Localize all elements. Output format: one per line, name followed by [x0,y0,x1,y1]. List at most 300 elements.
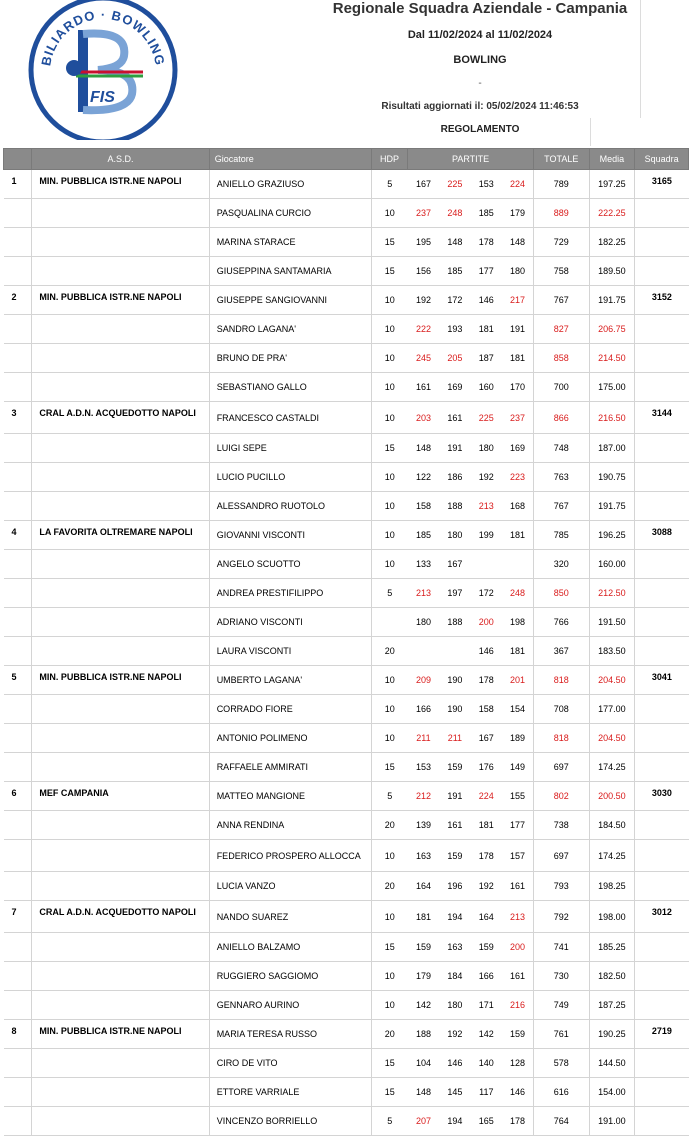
team-score [635,1107,689,1136]
table-row [4,434,689,463]
logo-text: BILIARDO · BOWLING [38,6,168,68]
game-score: 146 [502,1078,533,1107]
game-score: 153 [471,170,502,199]
table-row [4,579,689,608]
team-score [635,492,689,521]
player-average: 184.50 [589,811,635,840]
team-position [4,228,32,257]
table-row [4,492,689,521]
player-name: FEDERICO PROSPERO ALLOCCA [209,840,371,872]
team-asd [32,579,209,608]
team-position [4,257,32,286]
table-row [4,228,689,257]
col-totale: TOTALE [533,149,589,170]
team-position [4,608,32,637]
team-asd [32,962,209,991]
player-average: 190.75 [589,463,635,492]
team-score [635,840,689,872]
team-position [4,199,32,228]
game-score: 139 [408,811,439,840]
team-asd: CRAL A.D.N. ACQUEDOTTO NAPOLI [32,901,209,933]
game-score: 140 [471,1049,502,1078]
game-score: 203 [408,402,439,434]
team-asd: LA FAVORITA OLTREMARE NAPOLI [32,521,209,550]
player-total: 729 [533,228,589,257]
game-score: 216 [502,991,533,1020]
table-row [4,962,689,991]
game-score: 195 [408,228,439,257]
game-score: 149 [502,753,533,782]
game-score: 245 [408,344,439,373]
team-score [635,373,689,402]
game-score: 177 [471,257,502,286]
player-total: 697 [533,840,589,872]
player-total: 748 [533,434,589,463]
game-score: 192 [408,286,439,315]
team-asd: MIN. PUBBLICA ISTR.NE NAPOLI [32,286,209,315]
player-average: 216.50 [589,402,635,434]
game-score: 248 [439,199,470,228]
player-hdp: 15 [371,1049,407,1078]
game-score: 169 [502,434,533,463]
player-name: RAFFAELE AMMIRATI [209,753,371,782]
game-score: 172 [471,579,502,608]
game-score: 191 [502,315,533,344]
subtitle-dash: - [478,78,482,89]
player-name: MATTEO MANGIONE [209,782,371,811]
team-score [635,753,689,782]
game-score: 191 [439,434,470,463]
game-score: 167 [408,170,439,199]
table-row [4,402,689,434]
team-position [4,933,32,962]
player-total: 818 [533,724,589,753]
game-score: 163 [408,840,439,872]
team-score [635,637,689,666]
player-name: ALESSANDRO RUOTOLO [209,492,371,521]
team-position [4,724,32,753]
player-name: VINCENZO BORRIELLO [209,1107,371,1136]
player-hdp: 20 [371,637,407,666]
player-total: 761 [533,1020,589,1049]
col-hdp: HDP [371,149,407,170]
game-score: 172 [439,286,470,315]
player-average: 198.00 [589,901,635,933]
table-row [4,840,689,872]
game-score: 188 [439,608,470,637]
team-position [4,991,32,1020]
player-average: 187.00 [589,434,635,463]
player-total: 700 [533,373,589,402]
game-score: 161 [502,872,533,901]
team-score [635,434,689,463]
page-title: Regionale Squadra Aziendale - Campania [332,0,628,17]
game-score: 185 [471,199,502,228]
game-score: 200 [502,933,533,962]
table-row [4,373,689,402]
team-asd [32,492,209,521]
game-score: 166 [408,695,439,724]
game-score: 188 [408,1020,439,1049]
game-score: 158 [471,695,502,724]
update-timestamp: Risultati aggiornati il: 05/02/2024 11:46:53 [381,101,579,112]
player-hdp: 20 [371,872,407,901]
game-score: 168 [502,492,533,521]
game-score [439,637,470,666]
team-position [4,579,32,608]
player-hdp: 10 [371,373,407,402]
game-score: 191 [439,782,470,811]
player-hdp: 10 [371,550,407,579]
team-score [635,695,689,724]
game-score: 178 [502,1107,533,1136]
player-average: 204.50 [589,724,635,753]
team-score: 3165 [635,170,689,199]
player-name: MARINA STARACE [209,228,371,257]
game-score: 178 [471,666,502,695]
player-average: 212.50 [589,579,635,608]
player-total: 858 [533,344,589,373]
team-score [635,550,689,579]
table-row [4,901,689,933]
divider [640,0,641,118]
player-total: 764 [533,1107,589,1136]
game-score [502,550,533,579]
team-position [4,492,32,521]
player-average: 177.00 [589,695,635,724]
team-score: 3088 [635,521,689,550]
player-average: 204.50 [589,666,635,695]
player-hdp: 10 [371,840,407,872]
team-asd [32,872,209,901]
game-score: 194 [439,1107,470,1136]
player-average: 185.25 [589,933,635,962]
game-score: 248 [502,579,533,608]
team-score [635,991,689,1020]
game-score: 179 [502,199,533,228]
table-row [4,463,689,492]
game-score: 177 [502,811,533,840]
player-average: 191.75 [589,492,635,521]
player-hdp: 20 [371,1020,407,1049]
game-score: 128 [502,1049,533,1078]
team-score: 3152 [635,286,689,315]
table-row [4,550,689,579]
team-score: 3144 [635,402,689,434]
team-asd: MIN. PUBBLICA ISTR.NE NAPOLI [32,1020,209,1049]
player-average: 182.50 [589,962,635,991]
game-score: 156 [408,257,439,286]
game-score: 161 [439,811,470,840]
team-asd [32,228,209,257]
game-score: 161 [502,962,533,991]
team-score [635,608,689,637]
team-asd [32,315,209,344]
player-total: 889 [533,199,589,228]
player-total: 730 [533,962,589,991]
game-score: 190 [439,666,470,695]
game-score: 146 [471,286,502,315]
game-score: 237 [408,199,439,228]
player-name: ANTONIO POLIMENO [209,724,371,753]
team-position [4,550,32,579]
game-score: 179 [408,962,439,991]
player-name: ANGELO SCUOTTO [209,550,371,579]
player-hdp: 10 [371,315,407,344]
logo-mark: FIS [90,89,115,106]
player-average: 200.50 [589,782,635,811]
table-row [4,666,689,695]
game-score: 193 [439,315,470,344]
game-score: 224 [502,170,533,199]
player-name: MARIA TERESA RUSSO [209,1020,371,1049]
game-score: 122 [408,463,439,492]
player-hdp: 10 [371,492,407,521]
player-average: 182.25 [589,228,635,257]
team-score [635,199,689,228]
player-name: UMBERTO LAGANA' [209,666,371,695]
player-name: CORRADO FIORE [209,695,371,724]
player-average: 174.25 [589,753,635,782]
table-row [4,1020,689,1049]
game-score: 194 [439,901,470,933]
player-average: 144.50 [589,1049,635,1078]
game-score: 181 [502,344,533,373]
player-hdp: 10 [371,695,407,724]
col-partite: PARTITE [408,149,534,170]
player-name: ANIELLO GRAZIUSO [209,170,371,199]
player-name: SEBASTIANO GALLO [209,373,371,402]
game-score: 180 [502,257,533,286]
player-hdp: 20 [371,811,407,840]
team-asd [32,811,209,840]
player-name: ANIELLO BALZAMO [209,933,371,962]
player-total: 850 [533,579,589,608]
date-range: Dal 11/02/2024 al 11/02/2024 [407,29,553,41]
team-position [4,373,32,402]
player-total: 578 [533,1049,589,1078]
player-average: 191.50 [589,608,635,637]
game-score: 205 [439,344,470,373]
player-average: 190.25 [589,1020,635,1049]
game-score: 186 [439,463,470,492]
team-score [635,962,689,991]
sport-label: BOWLING [453,54,507,66]
player-name: LUCIO PUCILLO [209,463,371,492]
game-score: 237 [502,402,533,434]
team-position [4,872,32,901]
team-score [635,463,689,492]
game-score: 159 [471,933,502,962]
game-score: 200 [471,608,502,637]
game-score: 153 [408,753,439,782]
player-total: 738 [533,811,589,840]
game-score: 117 [471,1078,502,1107]
player-total: 789 [533,170,589,199]
team-position: 7 [4,901,32,933]
game-score: 159 [439,753,470,782]
game-score: 146 [471,637,502,666]
team-asd [32,637,209,666]
team-asd: MIN. PUBBLICA ISTR.NE NAPOLI [32,666,209,695]
player-total: 616 [533,1078,589,1107]
player-total: 827 [533,315,589,344]
player-total: 818 [533,666,589,695]
team-asd [32,199,209,228]
table-header [4,149,689,170]
game-score: 181 [471,315,502,344]
player-hdp: 15 [371,753,407,782]
table-row [4,782,689,811]
player-name: LUIGI SEPE [209,434,371,463]
player-total: 802 [533,782,589,811]
player-name: GIUSEPPINA SANTAMARIA [209,257,371,286]
player-hdp: 15 [371,933,407,962]
player-name: FRANCESCO CASTALDI [209,402,371,434]
game-score: 161 [408,373,439,402]
game-score: 217 [502,286,533,315]
team-asd [32,695,209,724]
game-score: 159 [408,933,439,962]
col-asd: A.S.D. [32,149,209,170]
player-average: 191.75 [589,286,635,315]
game-score: 180 [408,608,439,637]
team-position: 5 [4,666,32,695]
game-score: 148 [439,228,470,257]
player-average: 160.00 [589,550,635,579]
game-score: 148 [408,1078,439,1107]
team-position: 3 [4,402,32,434]
player-hdp: 10 [371,901,407,933]
player-name: SANDRO LAGANA' [209,315,371,344]
team-position [4,1107,32,1136]
table-row [4,872,689,901]
player-average: 191.00 [589,1107,635,1136]
team-position: 8 [4,1020,32,1049]
team-score [635,315,689,344]
player-hdp: 10 [371,344,407,373]
game-score: 169 [439,373,470,402]
player-hdp: 10 [371,199,407,228]
player-average: 189.50 [589,257,635,286]
table-row [4,521,689,550]
player-total: 697 [533,753,589,782]
team-score [635,344,689,373]
game-score: 104 [408,1049,439,1078]
team-score [635,724,689,753]
player-hdp: 15 [371,257,407,286]
game-score: 222 [408,315,439,344]
team-asd: MEF CAMPANIA [32,782,209,811]
game-score: 192 [471,463,502,492]
player-total: 792 [533,901,589,933]
player-hdp: 15 [371,434,407,463]
player-name: GENNARO AURINO [209,991,371,1020]
team-asd [32,753,209,782]
team-score: 2719 [635,1020,689,1049]
game-score: 180 [439,991,470,1020]
player-average: 154.00 [589,1078,635,1107]
table-row [4,753,689,782]
team-asd: CRAL A.D.N. ACQUEDOTTO NAPOLI [32,402,209,434]
player-total: 367 [533,637,589,666]
game-score: 159 [439,840,470,872]
table-row [4,1049,689,1078]
player-hdp: 10 [371,286,407,315]
team-score [635,872,689,901]
player-hdp: 10 [371,666,407,695]
team-asd [32,840,209,872]
game-score: 178 [471,840,502,872]
game-score: 213 [502,901,533,933]
table-row [4,286,689,315]
player-name: RUGGIERO SAGGIOMO [209,962,371,991]
game-score: 213 [471,492,502,521]
team-asd [32,344,209,373]
table-row [4,811,689,840]
player-hdp: 15 [371,1078,407,1107]
player-hdp [371,608,407,637]
table-row [4,1078,689,1107]
player-total: 766 [533,608,589,637]
game-score: 181 [502,521,533,550]
rules-link[interactable]: REGOLAMENTO [440,124,520,135]
player-name: BRUNO DE PRA' [209,344,371,373]
game-score: 146 [439,1049,470,1078]
team-position: 6 [4,782,32,811]
player-total: 708 [533,695,589,724]
player-hdp: 10 [371,991,407,1020]
game-score: 196 [439,872,470,901]
col-media: Media [589,149,635,170]
game-score: 225 [439,170,470,199]
game-score: 163 [439,933,470,962]
fis-logo [28,0,178,140]
game-score: 211 [408,724,439,753]
player-average: 183.50 [589,637,635,666]
team-asd: MIN. PUBBLICA ISTR.NE NAPOLI [32,170,209,199]
game-score: 211 [439,724,470,753]
team-asd [32,991,209,1020]
table-row [4,257,689,286]
team-position: 2 [4,286,32,315]
team-position [4,840,32,872]
game-score: 145 [439,1078,470,1107]
player-average: 222.25 [589,199,635,228]
game-score: 213 [408,579,439,608]
table-row [4,199,689,228]
game-score: 176 [471,753,502,782]
team-score: 3041 [635,666,689,695]
team-position [4,434,32,463]
player-total: 866 [533,402,589,434]
game-score: 207 [408,1107,439,1136]
game-score: 224 [471,782,502,811]
game-score: 158 [408,492,439,521]
player-hdp: 15 [371,228,407,257]
game-score: 192 [439,1020,470,1049]
player-name: PASQUALINA CURCIO [209,199,371,228]
player-average: 198.25 [589,872,635,901]
game-score: 171 [471,991,502,1020]
game-score: 165 [471,1107,502,1136]
team-position [4,637,32,666]
player-average: 196.25 [589,521,635,550]
game-score: 225 [471,402,502,434]
player-average: 175.00 [589,373,635,402]
player-total: 741 [533,933,589,962]
col-giocatore: Giocatore [209,149,371,170]
